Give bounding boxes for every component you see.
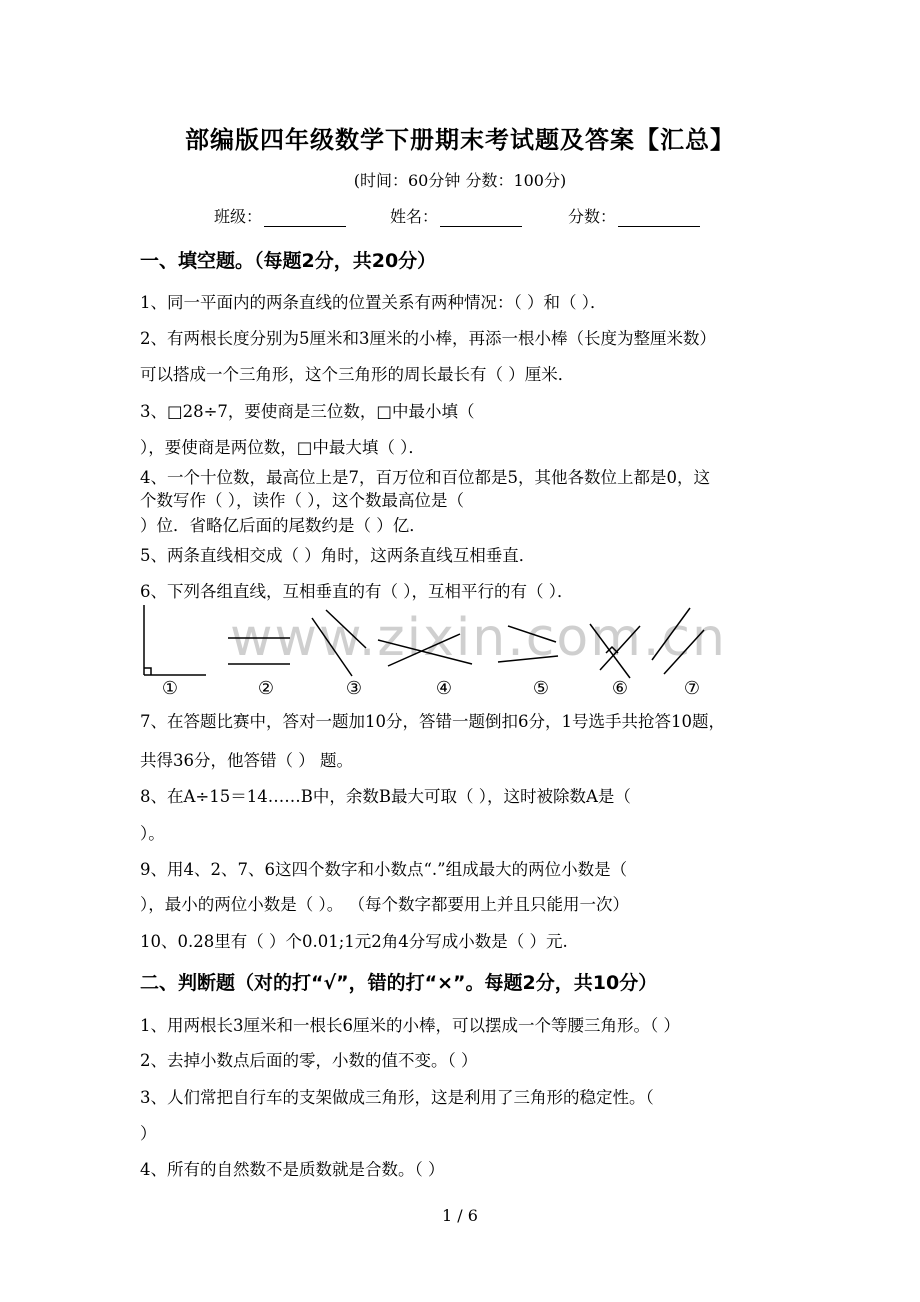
name-blank[interactable] <box>440 210 522 227</box>
question-line: 6、下列各组直线，互相垂直的有（ ），互相平行的有（ ）． <box>140 582 574 601</box>
figure-5-lines <box>498 626 558 662</box>
figure-2-lines <box>228 638 290 664</box>
question-line: ），最小的两位小数是（ ）。 （每个数字都要用上并且只能用一次） <box>140 895 629 914</box>
name-label: 姓名： <box>390 207 439 226</box>
section-1-heading: 一、填空题。（每题2分，共20分） <box>140 250 437 272</box>
question-line: 个数写作（ ），读作（ ），这个数最高位是（ <box>140 491 464 510</box>
question-line: 1、同一平面内的两条直线的位置关系有两种情况：（ ）和（ ）． <box>140 293 607 312</box>
question-line: 10、0.28里有（ ）个0.01;1元2角4分写成小数是（ ）元. <box>140 932 568 951</box>
question-line: 7、在答题比赛中，答对一题加10分，答错一题倒扣6分，1号选手共抢答10题， <box>140 712 725 731</box>
score-field <box>568 204 700 227</box>
figure-label: ⑥ <box>611 678 629 699</box>
figure-3-lines <box>312 610 366 676</box>
figure-label: ② <box>257 678 275 699</box>
line-figures <box>130 600 730 700</box>
figure-label: ⑤ <box>532 678 550 699</box>
page-title: 部编版四年级数学下册期末考试题及答案【汇总】 <box>185 126 735 154</box>
figure-6-lines <box>590 624 640 678</box>
figure-4-lines <box>378 634 472 666</box>
score-blank[interactable] <box>618 210 700 227</box>
question-line: 3、人们常把自行车的支架做成三角形，这是利用了三角形的稳定性。（ <box>140 1088 654 1107</box>
question-line: 2、去掉小数点后面的零，小数的值不变。（ ） <box>140 1051 478 1070</box>
question-line: ），要使商是两位数，□中最大填（ ）． <box>140 438 425 457</box>
question-line: 4、所有的自然数不是质数就是合数。（ ） <box>140 1160 445 1179</box>
figure-label: ⑦ <box>683 678 701 699</box>
question-line: 1、用两根长3厘米和一根长6厘米的小棒，可以摆成一个等腰三角形。（ ） <box>140 1016 680 1035</box>
figure-label: ④ <box>435 678 453 699</box>
class-field <box>214 204 346 227</box>
figure-1-lines <box>144 605 206 675</box>
question-line: ）。 <box>140 824 165 843</box>
question-line: 3、□28÷7，要使商是三位数，□中最小填（ <box>140 402 475 421</box>
score-label: 分数： <box>568 207 617 226</box>
name-field <box>390 204 522 227</box>
figure-label: ① <box>161 678 179 699</box>
watermark: www.zixin.com.cn <box>230 608 727 668</box>
figure-7-lines <box>652 608 704 674</box>
question-line: ） <box>140 1124 157 1143</box>
question-line: 9、用4、2、7、6这四个数字和小数点“.”组成最大的两位小数是（ <box>140 860 628 879</box>
question-line: 4、一个十位数，最高位上是7，百万位和百位都是5，其他各数位上都是0，这 <box>140 468 710 487</box>
page-number: 1 / 6 <box>442 1206 478 1225</box>
figure-label: ③ <box>345 678 363 699</box>
section-2-heading: 二、判断题（对的打“√”，错的打“×”。每题2分，共10分） <box>140 972 658 994</box>
question-line: 2、有两根长度分别为5厘米和3厘米的小棒，再添一根小棒（长度为整厘米数） <box>140 329 716 348</box>
question-line: 可以搭成一个三角形，这个三角形的周长最长有（ ）厘米． <box>140 365 575 384</box>
question-line: 8、在A÷15＝14……B中，余数B最大可取（ ），这时被除数A是（ <box>140 787 631 806</box>
class-label: 班级： <box>214 207 263 226</box>
question-line: 5、两条直线相交成（ ）角时，这两条直线互相垂直． <box>140 546 536 565</box>
question-line: 共得36分，他答错（ ） 题。 <box>140 751 353 770</box>
class-blank[interactable] <box>264 210 346 227</box>
question-line: ）位．省略亿后面的尾数约是（ ）亿． <box>140 516 426 535</box>
exam-meta: (时间：60分钟 分数：100分) <box>353 171 567 190</box>
